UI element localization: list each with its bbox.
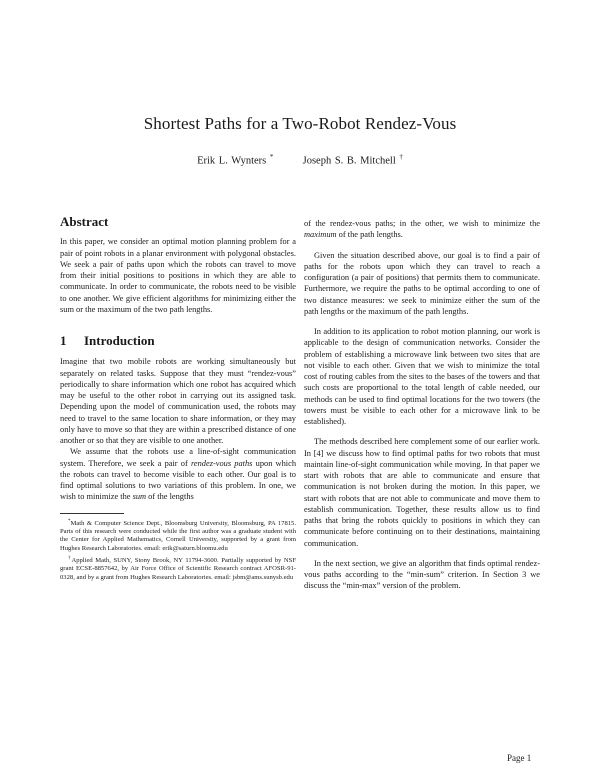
author-line — [0, 153, 600, 167]
right-column — [304, 218, 540, 592]
paper-title: Shortest Paths for a Two-Robot Rendez-Vous — [143, 114, 457, 133]
author-name-1: Erik L. Wynters — [197, 155, 267, 167]
author-footnote-mark-2: † — [399, 153, 403, 161]
intro-paragraph-1: Imagine that two mobile robots are working simultaneously but separately on related tasks. Suppose that they must “rendez-vous” periodically to share information which one robot has acquired which may be useful to the other robot in carrying out its assigned task. Depending upon the model of communication used, the robots may need to travel to the same location to share information, or they may only have to move so that they are within a prescribed distance of one another or so that they are visible to one another. — [60, 357, 296, 445]
right-paragraph-5: In the next section, we give an algorithm that finds optimal rendez-vous paths according to the “min-sum” criterion. In Section 3 we discuss the “min-max” version of the problem. — [304, 558, 540, 591]
left-column — [60, 216, 296, 582]
abstract-heading: Abstract — [60, 214, 109, 229]
term-rendez-vous-paths: rendez-vous paths — [190, 458, 253, 468]
section-title: Introduction — [84, 333, 155, 348]
term-sum: sum — [132, 492, 147, 502]
author-footnote-mark-1: * — [269, 153, 274, 161]
footnote-rule — [60, 513, 124, 514]
right-paragraph-1: of the rendez-vous paths; in the other, we wish to minimize the maximum of the path lengths. — [304, 219, 540, 240]
right-paragraph-2: Given the situation described above, our goal is to find a pair of paths for the robots upon which they can travel to reach a configuration (a pair of positions) that permits them to communicate. Furthermore, we require the paths to be optimal according to one of two distance measures: we seek to minimize either the sum of the path lengths or the maximum of the path lengths. — [304, 250, 540, 316]
intro-paragraph-2: We assume that the robots use a line-of-sight communication system. Therefore, we seek a pair of rendez-vous paths upon which the robots can travel to become visible to each other. Our goal is to find optimal solutions to two variations of this problem. In one, we wish to minimize the sum of the lengths — [60, 447, 297, 502]
term-maximum: maximum — [304, 230, 337, 240]
abstract-text: In this paper, we consider an optimal motion planning problem for a pair of point robots in a planar environment with polygonal obstacles. We seek a pair of paths upon which the robots can travel to move from their initial positions to positions in which they are able to communicate. In order to communicate, the robots need to be visible to one another. We give efficient algorithms for minimizing either the sum or the maximum of the two path lengths. — [60, 237, 296, 314]
section-number: 1 — [60, 333, 67, 348]
page-number: Page 1 — [507, 753, 532, 763]
footnote-1: *Math & Computer Science Dept., Bloomsburg University, Bloomsburg, PA 17815. Parts of this research were conducted while the first author was a graduate student with the Center for Applied Mathematics, Cornell University, supported by a grant from Hughes Research Laboratories. email: erik@saturn.bloomu.edu — [60, 518, 296, 552]
footnote-2: †Applied Math, SUNY, Stony Brook, NY 11794-3600. Partially supported by NSF grant ECSE-8857642, by Air Force Office of Scientific Research contract AFOSR-91-0328, and by a grant from Hughes Research Laboratories. email: jsbm@ams.sunysb.edu — [60, 555, 297, 581]
section-heading-introduction — [60, 335, 296, 346]
author-name-2: Joseph S. B. Mitchell — [302, 155, 396, 167]
right-paragraph-3: In addition to its application to robot motion planning, our work is applicable to the design of communication networks. Consider the problem of establishing a microwave link between two sites that are not visible to each other. Given that we wish to minimize the total cost of routing cables from the sites to the bases of the towers and that such costs are proportional to the total length of cable needed, our methods can be used to find optimal locations for the two towers (the towers must be visible to each other for a microwave link to be established). — [304, 327, 540, 426]
right-paragraph-4: The methods described here complement some of our earlier work. In [4] we discuss how to find optimal paths for two robots that must maintain line-of-sight communication while moving. In that paper we start with robots that are able to communicate and ensure that communication is not broken during the motion. In this paper, we start with robots that are not able to communicate and move them to establish communication. Together, these results allow us to find paths that bring the robots quickly to positions in which they can communicate before continuing on to their destinations, maintaining communication. — [304, 437, 540, 548]
